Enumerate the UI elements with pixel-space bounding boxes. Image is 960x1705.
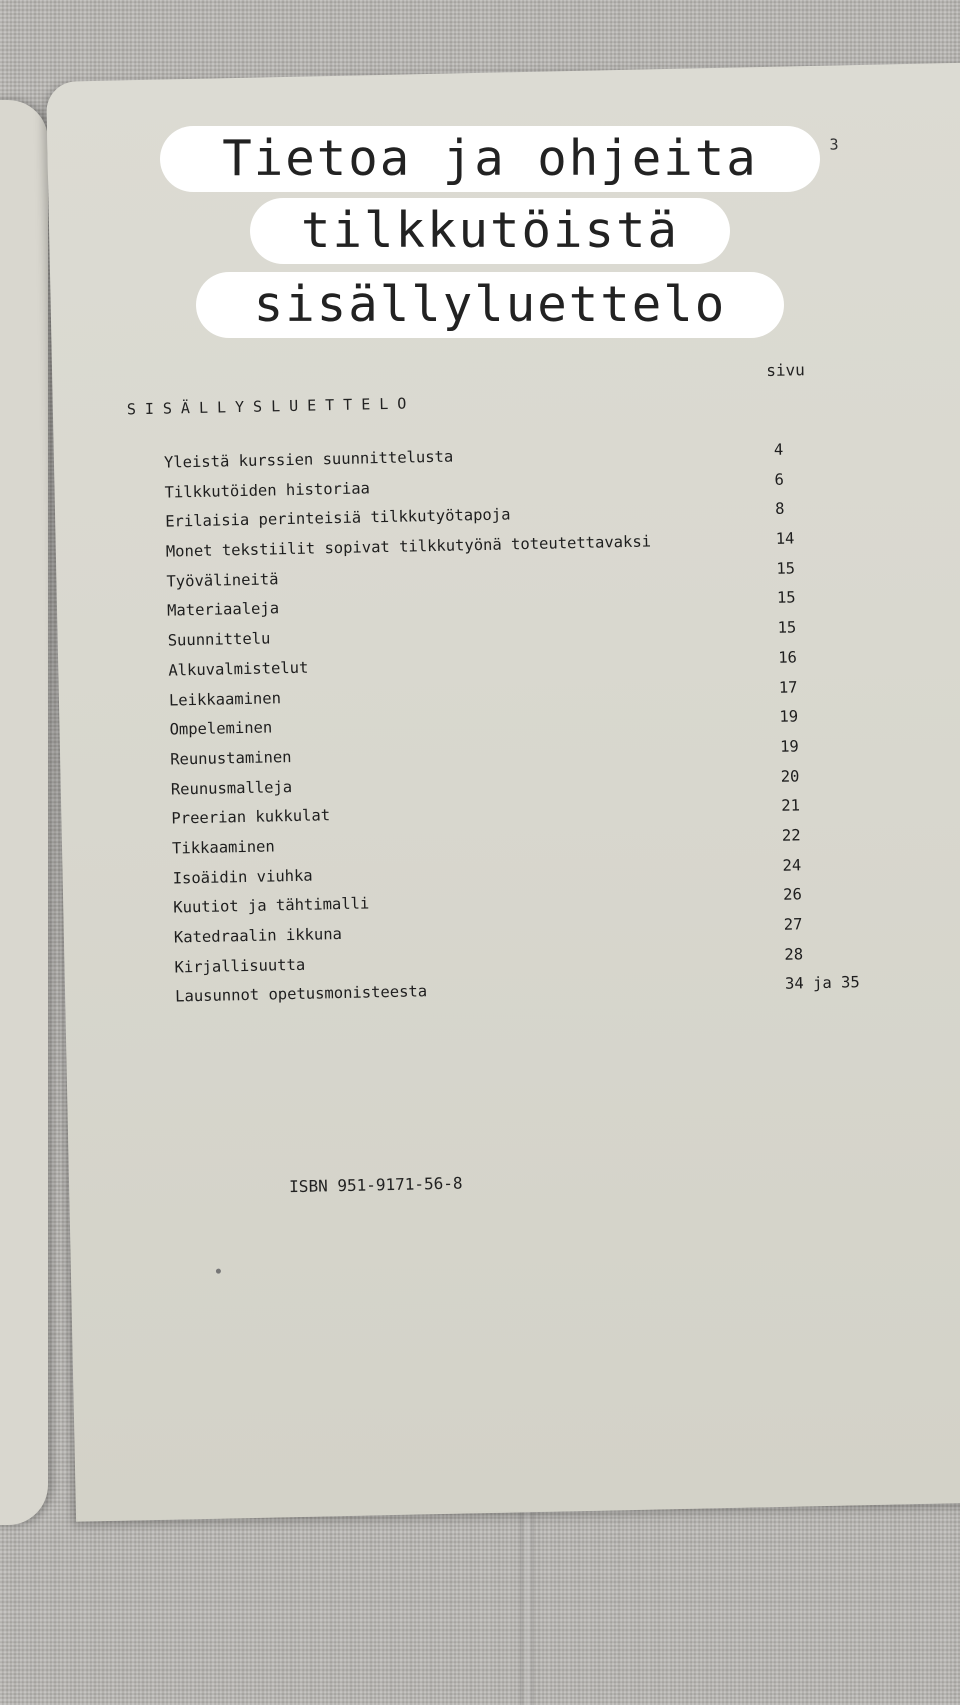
- toc-item-title: Reunustaminen: [170, 747, 292, 769]
- toc-item-title: Kirjallisuutta: [174, 955, 306, 977]
- toc-item-page: 15: [776, 588, 796, 608]
- toc-item-page: 21: [781, 796, 801, 816]
- sivu-label: sivu: [766, 360, 805, 380]
- toc-item-page: 14: [775, 529, 795, 548]
- toc-item-page: 22: [781, 826, 801, 845]
- toc-item-title: Leikkaaminen: [168, 688, 282, 710]
- toc-item-title: Lausunnot opetusmonisteesta: [174, 982, 428, 1006]
- toc-item-title: Kuutiot ja tähtimalli: [173, 894, 370, 917]
- toc-list: [164, 439, 876, 1018]
- isbn: ISBN 951-9171-56-8: [288, 1173, 463, 1197]
- toc-item-page: 15: [777, 618, 797, 637]
- toc-item-title: Suunnittelu: [167, 629, 271, 650]
- fabric-background: [520, 1510, 534, 1705]
- page-number: 3: [829, 135, 839, 154]
- left-page-edge: [0, 100, 48, 1525]
- caption-line-1: Tietoa ja ohjeita: [160, 126, 820, 192]
- toc-item-title: Katedraalin ikkuna: [173, 924, 343, 947]
- toc-item-title: Tikkaaminen: [171, 837, 275, 858]
- toc-item-title: Monet tekstiilit sopivat tilkkutyönä toteutettavaksi: [165, 532, 652, 561]
- caption-line-2: tilkkutöistä: [250, 198, 730, 264]
- toc-item-title: Reunusmalleja: [170, 777, 293, 799]
- toc-item-title: Erilaisia perinteisiä tilkkutyötapoja: [165, 505, 511, 531]
- toc-item-title: Preerian kukkulat: [171, 806, 331, 828]
- toc-item-title: Isoäidin viuhka: [172, 866, 313, 888]
- toc-item-page: 34 ja 35: [784, 973, 860, 994]
- toc-item-title: Materiaaleja: [166, 599, 280, 621]
- toc-item-page: 24: [782, 855, 802, 875]
- toc-item-page: 28: [784, 945, 804, 964]
- toc-item-page: 8: [774, 500, 785, 519]
- toc-item-page: 4: [773, 440, 784, 459]
- toc-item-page: 19: [779, 707, 799, 726]
- toc-item-page: 20: [780, 766, 800, 786]
- paper-speck: [216, 1269, 221, 1274]
- toc-item-title: Tilkkutöiden historiaa: [164, 478, 371, 502]
- caption-line-3: sisällyluettelo: [196, 272, 784, 338]
- toc-item-page: 26: [783, 885, 803, 905]
- toc-item-page: 19: [779, 737, 799, 756]
- toc-item-page: 15: [776, 559, 796, 578]
- toc-item-title: Yleistä kurssien suunnittelusta: [163, 447, 454, 472]
- toc-item-title: Ompeleminen: [169, 718, 273, 739]
- toc-item-page: 27: [783, 915, 803, 934]
- toc-item-page: 17: [778, 677, 798, 697]
- toc-item-title: Alkuvalmistelut: [168, 658, 309, 680]
- toc-item-page: 16: [778, 648, 798, 667]
- toc-item-title: Työvälineitä: [166, 569, 279, 591]
- book-page: [46, 62, 960, 1522]
- toc-item-page: 6: [774, 470, 785, 489]
- toc-heading: SISÄLLYSLUETTELO: [126, 394, 416, 419]
